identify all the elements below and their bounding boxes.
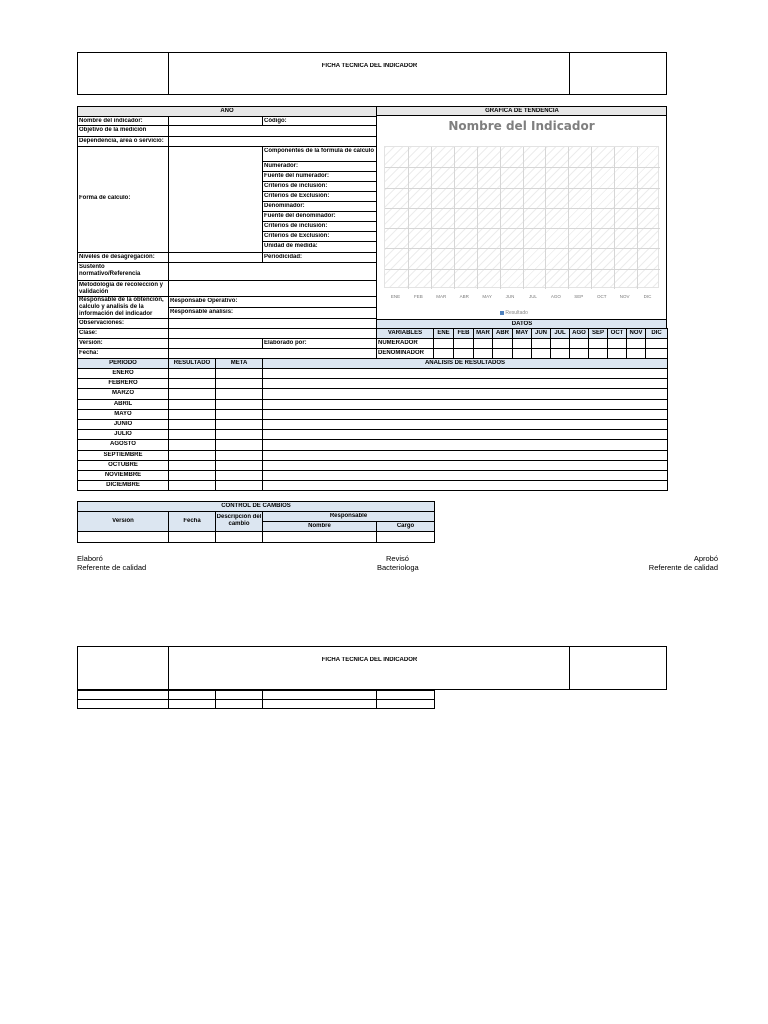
month-noviembre: NOVIEMBRE bbox=[104, 472, 142, 478]
bottom-cell bbox=[376, 699, 435, 709]
month-diciembre: DICIEMBRE bbox=[106, 482, 140, 489]
control-version-label: Versión bbox=[112, 517, 134, 524]
control-title: CONTROL DE CAMBIOS bbox=[221, 502, 291, 509]
objetivo-label: Objetivo de la medición bbox=[79, 126, 147, 133]
nombre-label: Nombre del indicador: bbox=[79, 117, 143, 124]
responsable-label: Responsable de la obtención, calculo y analisis de la información del indicador bbox=[79, 297, 164, 317]
header-code-cell bbox=[569, 52, 667, 95]
chart-gridline-v bbox=[500, 147, 501, 289]
sig-elaboro: Elaboró bbox=[77, 554, 103, 563]
header-logo-cell bbox=[77, 52, 169, 95]
month-junio: JUNIO bbox=[113, 421, 133, 427]
fecha-label: Fecha: bbox=[79, 349, 99, 356]
x-tick-label: NOV bbox=[619, 294, 630, 299]
control-cargo-label: Cargo bbox=[396, 522, 415, 529]
fuente-den-label: Fuente del denominador: bbox=[264, 212, 336, 219]
datos-month-7: AGO bbox=[572, 329, 586, 336]
metodologia-value bbox=[168, 280, 377, 297]
sig-reviso: Revisó bbox=[386, 554, 409, 563]
anio-label: AÑO bbox=[220, 107, 234, 114]
chart-gridline-v bbox=[568, 147, 569, 289]
forma-label: Forma de calculo: bbox=[79, 195, 131, 201]
chart-gridline-v bbox=[408, 147, 409, 289]
sig-elaboro-role: Referente de calidad bbox=[77, 563, 147, 572]
header-title: FICHA TECNICA DEL INDICADOR bbox=[321, 63, 418, 69]
header2-logo-cell bbox=[77, 646, 169, 690]
chart-gridline-v bbox=[454, 147, 455, 289]
x-tick-label: MAR bbox=[436, 294, 447, 299]
sig-aprobo: Aprobó bbox=[693, 554, 718, 563]
resultado-label: RESULTADO bbox=[173, 359, 211, 366]
bottom-cell bbox=[215, 699, 263, 709]
datos-month-4: MAY bbox=[515, 329, 529, 336]
month-marzo: MARZO bbox=[112, 390, 134, 397]
numerador-label: Numerador: bbox=[264, 162, 299, 169]
dependencia-label: Dependencia, area o servicio: bbox=[79, 137, 164, 144]
results-cell bbox=[168, 480, 216, 491]
datos-variables-label: VARIABLES bbox=[387, 329, 423, 336]
x-tick-label: MAY bbox=[482, 294, 492, 299]
x-tick-label: DIC bbox=[643, 294, 652, 299]
chart-gridline-v bbox=[545, 147, 546, 289]
metodologia-label: Metodología de recolección y validación bbox=[79, 281, 164, 295]
x-tick-label: JUN bbox=[505, 294, 515, 299]
control-nombre-label: Nombre bbox=[308, 522, 331, 529]
control-responsable-label: Responsable bbox=[329, 512, 368, 519]
chart-gridline-v bbox=[477, 147, 478, 289]
sustento-label: Sustento normativo/Referencia bbox=[79, 264, 141, 277]
header2-code-cell bbox=[569, 646, 667, 690]
chart-gridline-v bbox=[614, 147, 615, 289]
resp-analisis-label: Responsable analisis: bbox=[170, 308, 234, 315]
chart-title: Nombre del Indicador bbox=[448, 119, 595, 133]
datos-month-10: NOV bbox=[629, 329, 643, 336]
codigo-label: Código: bbox=[264, 117, 287, 124]
control-empty-cell bbox=[262, 531, 377, 543]
observaciones-label: Observaciones: bbox=[79, 319, 125, 326]
datos-month-0: ENE bbox=[437, 329, 450, 336]
control-fecha-label: Fecha bbox=[183, 517, 201, 524]
header-title-cell bbox=[168, 52, 570, 95]
datos-month-8: SEP bbox=[591, 329, 604, 336]
chart-gridline-v bbox=[591, 147, 592, 289]
meta-label: META bbox=[230, 359, 248, 366]
datos-month-6: JUL bbox=[554, 329, 566, 336]
month-octubre: OCTUBRE bbox=[108, 461, 138, 468]
datos-month-5: JUN bbox=[534, 329, 547, 336]
datos-denominador-label: DENOMINADOR bbox=[378, 349, 424, 356]
month-agosto: AGOSTO bbox=[110, 441, 136, 448]
criterios-inc2-label: Criterios de inclusión: bbox=[264, 222, 328, 229]
analisis-label: ANALISIS DE RESULTADOS bbox=[424, 359, 506, 366]
chart-plot-area bbox=[384, 146, 659, 288]
control-desc-label: Descripción del cambio bbox=[216, 514, 262, 527]
month-abril: ABRIL bbox=[113, 400, 133, 407]
header2-title: FICHA TECNICA DEL INDICADOR bbox=[321, 657, 418, 663]
control-empty-cell bbox=[376, 531, 435, 543]
datos-month-1: FEB bbox=[457, 329, 470, 336]
chart-gridline-v bbox=[431, 147, 432, 289]
x-tick-label: ABR bbox=[459, 294, 469, 299]
datos-header-label: DATOS bbox=[511, 320, 533, 327]
criterios-exc-label: Criterios de Exclusión: bbox=[264, 192, 330, 199]
bottom-cell bbox=[168, 699, 216, 709]
fuente-num-label: Fuente del numerador: bbox=[264, 172, 330, 179]
month-julio: JULIO bbox=[114, 431, 132, 438]
niveles-label: Niveles de desagregación: bbox=[79, 254, 155, 260]
periodicidad-label: Periodicidad: bbox=[264, 254, 303, 260]
x-tick-label: FEB bbox=[413, 294, 423, 299]
x-tick-label: AGO bbox=[550, 294, 561, 299]
forma-value bbox=[168, 146, 263, 253]
chart-gridline-v bbox=[523, 147, 524, 289]
legend-label: Resultado bbox=[505, 310, 528, 316]
sig-reviso-role: Bacteriologa bbox=[377, 563, 419, 572]
legend-swatch bbox=[500, 311, 504, 315]
sig-aprobo-role: Referente de calidad bbox=[648, 563, 718, 572]
bottom-cell bbox=[262, 699, 377, 709]
x-tick-label: JUL bbox=[528, 294, 537, 299]
bottom-cell bbox=[77, 699, 169, 709]
criterios-inc-label: Criterios de inclusión: bbox=[264, 182, 328, 189]
results-cell bbox=[215, 480, 263, 491]
chart-gridline-v bbox=[637, 147, 638, 289]
datos-month-3: ABR bbox=[496, 329, 509, 336]
results-cell bbox=[262, 480, 668, 491]
header2-title-cell bbox=[168, 646, 570, 690]
denominador-label: Denominador: bbox=[264, 202, 305, 209]
chart-header-label: GRAFICA DE TENDENCIA bbox=[485, 107, 559, 114]
sustento-value bbox=[168, 262, 377, 281]
x-tick-label: OCT bbox=[596, 294, 607, 299]
clase-label: Clase: bbox=[79, 329, 98, 336]
datos-month-11: DIC bbox=[651, 329, 662, 336]
datos-numerador-label: NUMERADOR bbox=[378, 339, 418, 346]
periodo-label: PERIODO bbox=[109, 359, 137, 366]
control-empty-cell bbox=[168, 531, 216, 543]
resp-operativo-label: Responsabe Operativo: bbox=[170, 297, 238, 304]
datos-month-2: MAR bbox=[476, 329, 490, 336]
month-febrero: FEBRERO bbox=[108, 380, 138, 387]
x-tick-label: SEP bbox=[574, 294, 584, 299]
month-mayo: MAYO bbox=[114, 410, 132, 417]
control-empty-cell bbox=[77, 531, 169, 543]
control-empty-cell bbox=[215, 531, 263, 543]
version-label: Versión: bbox=[79, 339, 103, 346]
componentes-label: Componentes de la formula de calculo bbox=[264, 147, 375, 154]
chart-legend bbox=[500, 309, 560, 317]
elaborado-label: Elaborado por: bbox=[264, 339, 307, 346]
month-enero: ENERO bbox=[112, 370, 134, 376]
criterios-exc2-label: Criterios de Exclusión: bbox=[264, 232, 330, 239]
unidad-label: Unidad de medida: bbox=[264, 242, 318, 249]
month-septiembre: SEPTIEMBRE bbox=[103, 451, 143, 458]
datos-month-9: OCT bbox=[610, 329, 624, 336]
x-tick-label: ENE bbox=[390, 294, 401, 299]
